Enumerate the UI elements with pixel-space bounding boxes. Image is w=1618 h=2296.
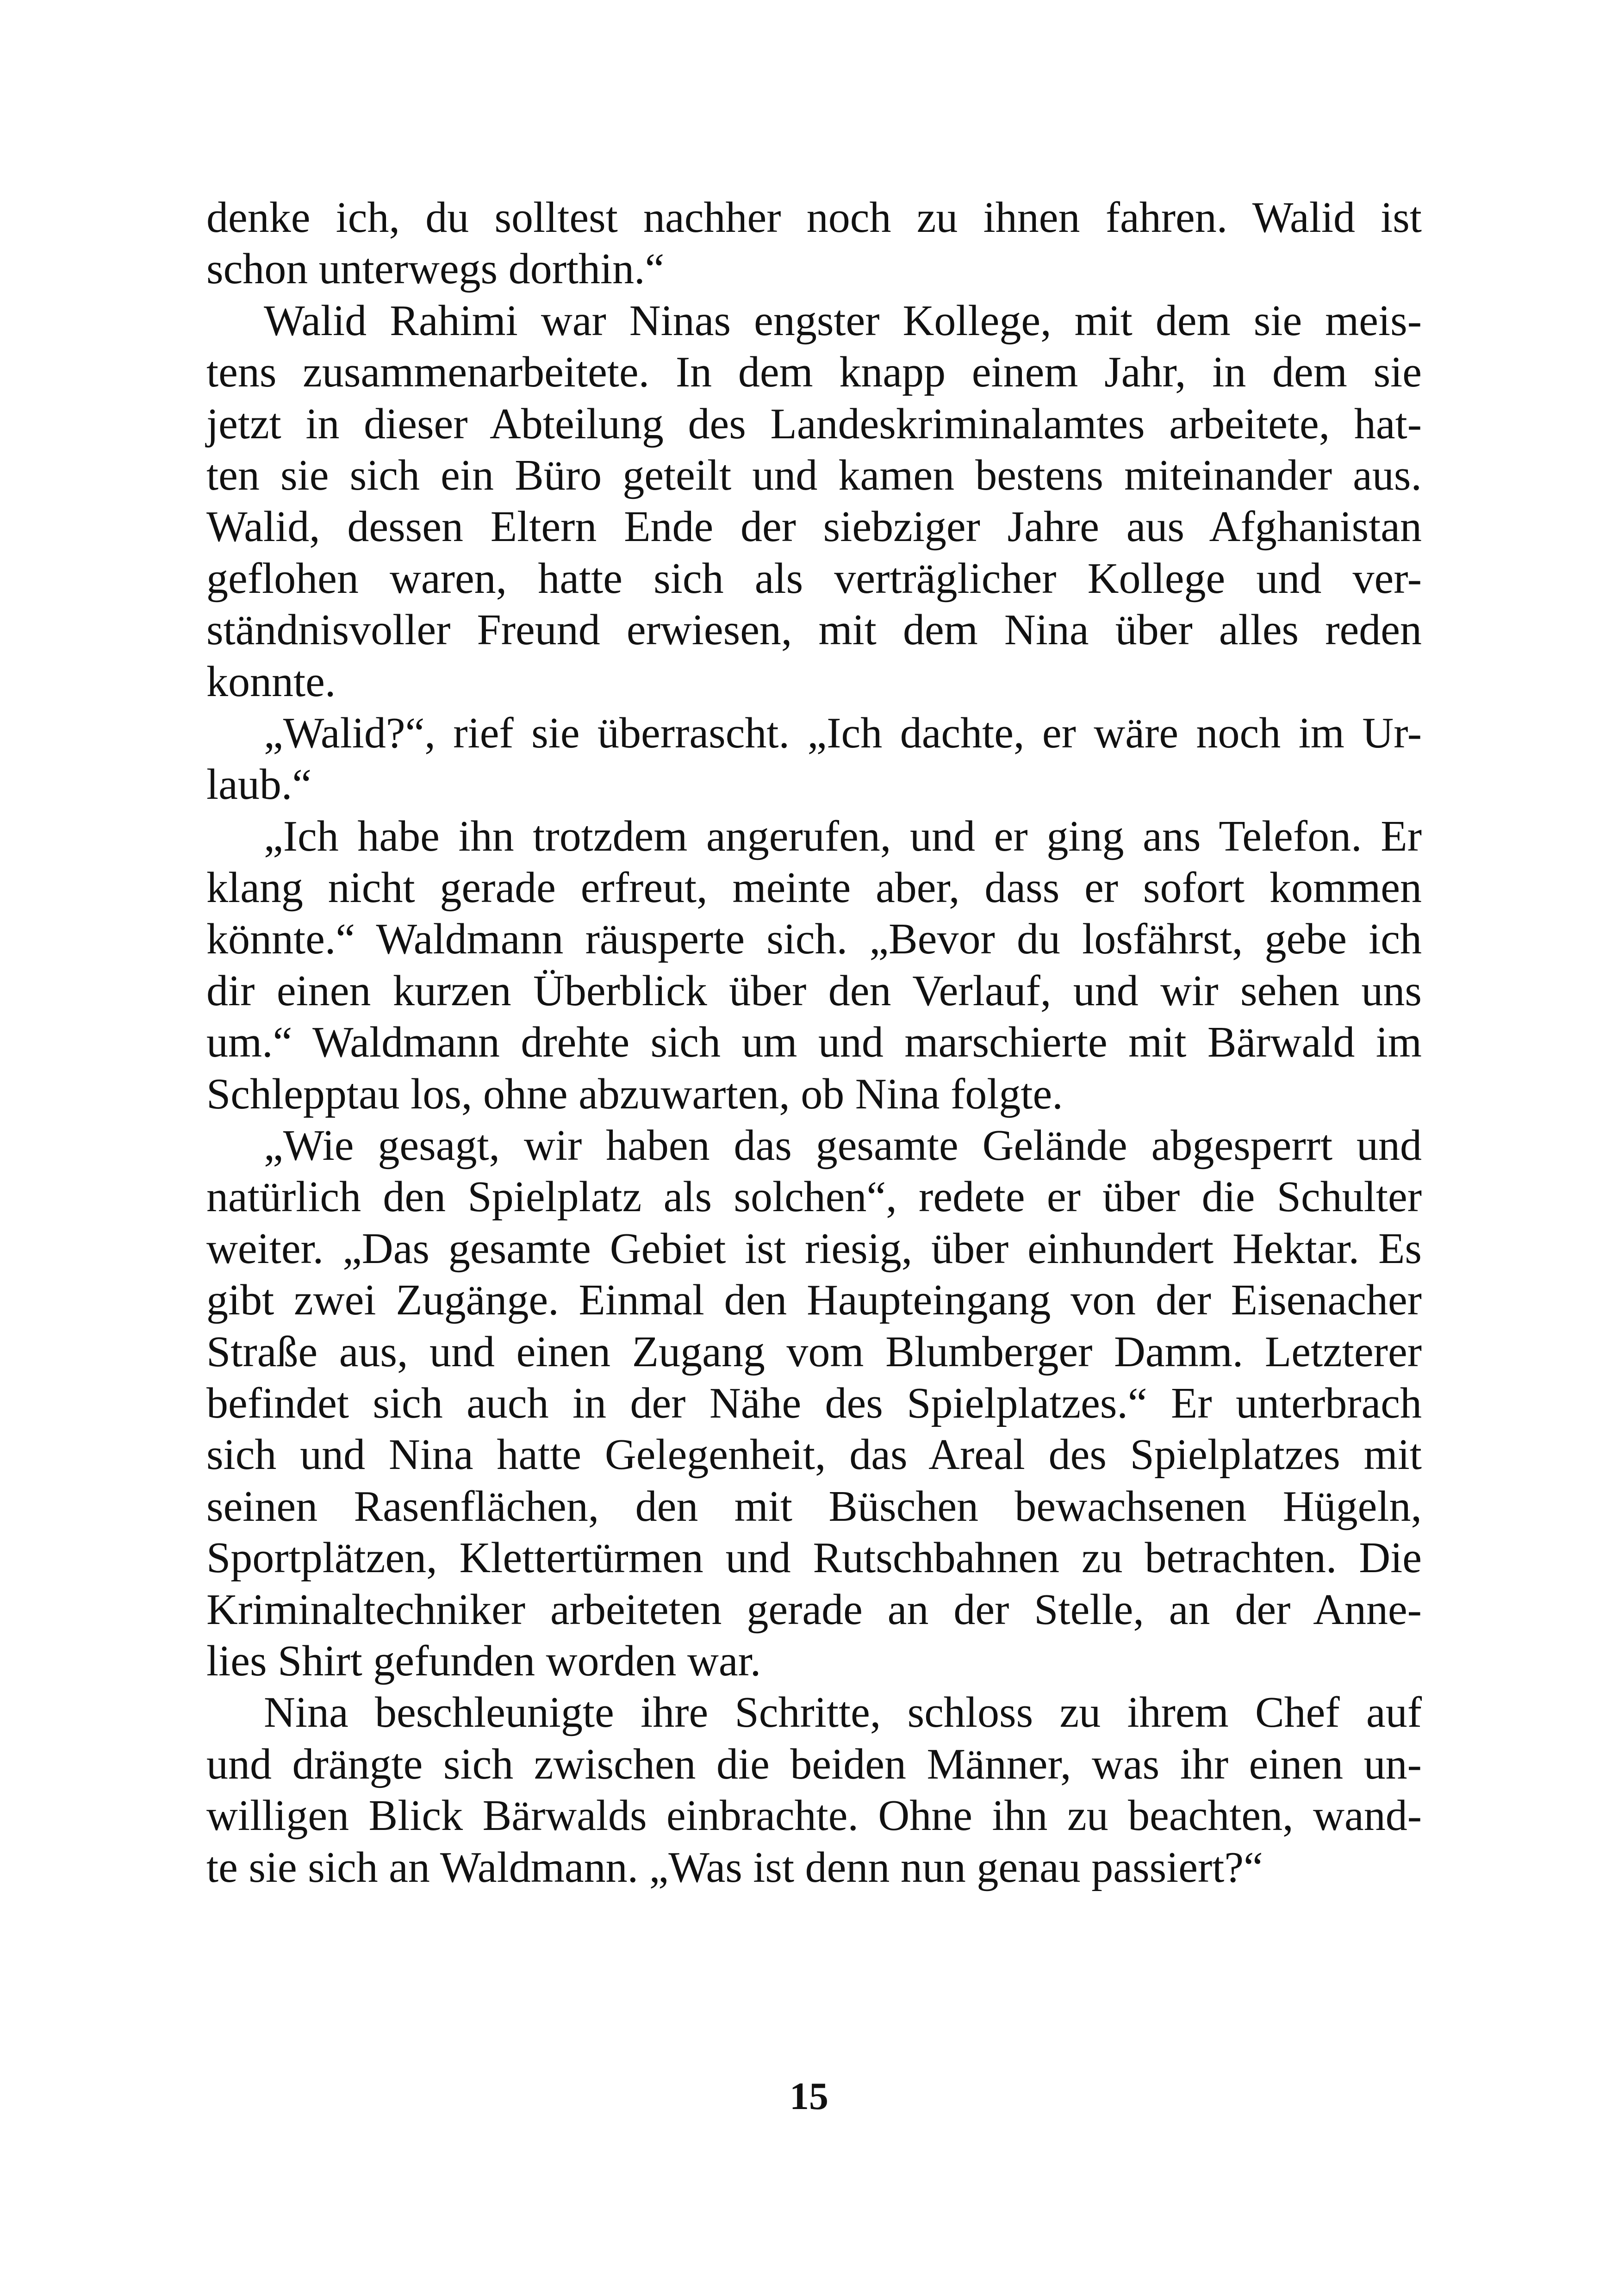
- text-line: natürlich den Spielplatz als solchen“, redete er über die Schulter: [206, 1173, 1422, 1221]
- text-line: „Wie gesagt, wir haben das gesamte Gelände abgesperrt und: [264, 1121, 1422, 1170]
- text-line: jetzt in dieser Abteilung des Landeskriminalamtes arbeitete, hat-: [206, 399, 1422, 448]
- text-line: konnte.: [206, 657, 336, 706]
- text-line: „Walid?“, rief sie überrascht. „Ich dachte, er wäre noch im Ur-: [264, 709, 1422, 757]
- text-line: tens zusammenarbeitete. In dem knapp einem Jahr, in dem sie: [206, 348, 1422, 397]
- text-line: befindet sich auch in der Nähe des Spielplatzes.“ Er unterbrach: [206, 1379, 1422, 1427]
- text-line: te sie sich an Waldmann. „Was ist denn nun genau passiert?“: [206, 1843, 1263, 1892]
- text-line: seinen Rasenflächen, den mit Büschen bewachsenen Hügeln,: [206, 1482, 1422, 1531]
- text-line: ständnisvoller Freund erwiesen, mit dem Nina über alles reden: [206, 606, 1422, 654]
- text-line: Sportplätzen, Klettertürmen und Rutschbahnen zu betrachten. Die: [206, 1534, 1422, 1582]
- page-number: 15: [790, 2075, 828, 2118]
- text-line: sich und Nina hatte Gelegenheit, das Areal des Spielplatzes mit: [206, 1431, 1422, 1479]
- text-line: klang nicht gerade erfreut, meinte aber, dass er sofort kommen: [206, 864, 1422, 912]
- text-line: denke ich, du solltest nachher noch zu ihnen fahren. Walid ist: [206, 193, 1422, 242]
- text-line: Schlepptau los, ohne abzuwarten, ob Nina folgte.: [206, 1070, 1063, 1118]
- text-line: geflohen waren, hatte sich als verträglicher Kollege und ver-: [206, 554, 1422, 603]
- text-line: schon unterwegs dorthin.“: [206, 245, 665, 293]
- text-line: und drängte sich zwischen die beiden Männer, was ihr einen un-: [206, 1740, 1422, 1788]
- text-line: „Ich habe ihn trotzdem angerufen, und er ging ans Telefon. Er: [264, 812, 1422, 860]
- text-line: Walid, dessen Eltern Ende der siebziger Jahre aus Afghanistan: [206, 503, 1422, 551]
- text-line: um.“ Waldmann drehte sich um und marschierte mit Bärwald im: [206, 1018, 1422, 1067]
- text-line: dir einen kurzen Überblick über den Verlauf, und wir sehen uns: [206, 966, 1422, 1015]
- text-line: ten sie sich ein Büro geteilt und kamen bestens miteinander aus.: [206, 451, 1422, 499]
- text-line: laub.“: [206, 760, 312, 809]
- text-line: weiter. „Das gesamte Gebiet ist riesig, über einhundert Hektar. Es: [206, 1224, 1422, 1273]
- text-line: Straße aus, und einen Zugang vom Blumberger Damm. Letzterer: [206, 1327, 1422, 1376]
- text-line: Nina beschleunigte ihre Schritte, schloss zu ihrem Chef auf: [264, 1688, 1422, 1737]
- text-line: lies Shirt gefunden worden war.: [206, 1636, 761, 1685]
- text-line: gibt zwei Zugänge. Einmal den Haupteingang von der Eisenacher: [206, 1276, 1422, 1325]
- text-line: Kriminaltechniker arbeiteten gerade an der Stelle, an der Anne-: [206, 1585, 1422, 1634]
- text-line: willigen Blick Bärwalds einbrachte. Ohne ihn zu beachten, wand-: [206, 1792, 1422, 1840]
- text-line: könnte.“ Waldmann räusperte sich. „Bevor du losfährst, gebe ich: [206, 915, 1422, 964]
- text-line: Walid Rahimi war Ninas engster Kollege, mit dem sie meis-: [264, 296, 1422, 345]
- body-text: [206, 192, 1422, 1893]
